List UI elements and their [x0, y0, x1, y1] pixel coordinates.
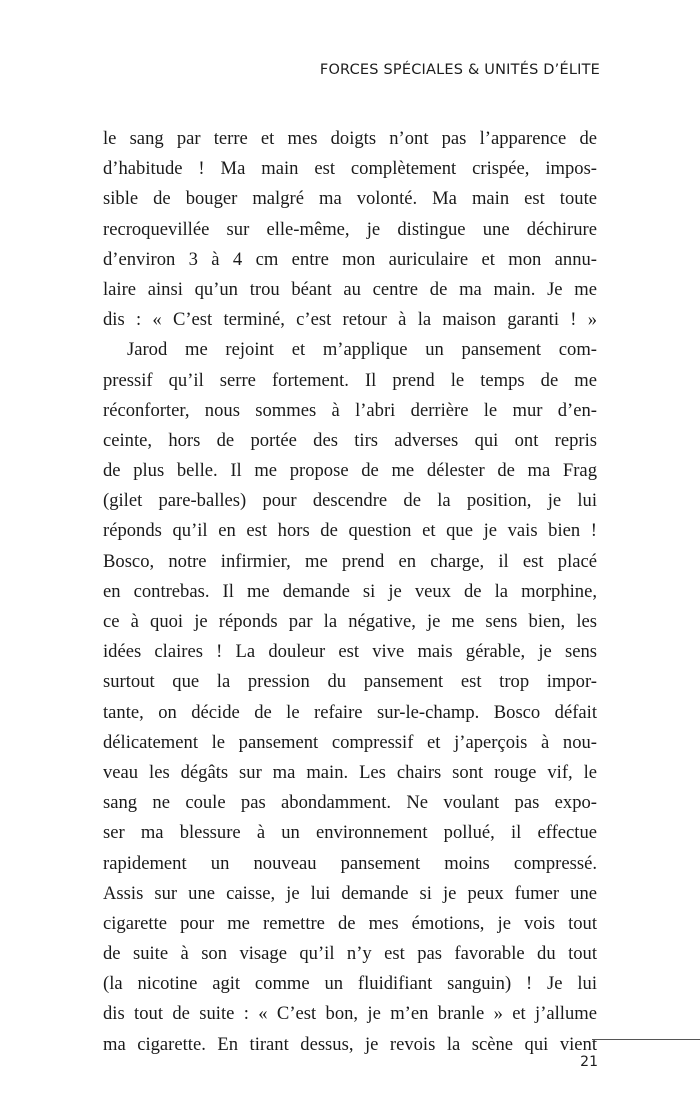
- text-line: laire ainsi qu’un trou béant au centre de ma main. Je me: [103, 278, 597, 300]
- body-text: [103, 124, 597, 1060]
- text-line: sang ne coule pas abondamment. Ne voulant pas expo-: [103, 792, 597, 814]
- text-line: Bosco, notre infirmier, me prend en charge, il est placé: [103, 550, 597, 572]
- page-number: 21: [580, 1054, 598, 1070]
- footer-rule: [592, 1039, 700, 1040]
- text-line: tante, on décide de le refaire sur-le-champ. Bosco défait: [103, 701, 597, 723]
- text-line: cigarette pour me remettre de mes émotions, je vois tout: [103, 912, 597, 934]
- text-line: en contrebas. Il me demande si je veux de la morphine,: [103, 580, 597, 602]
- text-line: surtout que la pression du pansement est trop impor-: [103, 671, 597, 693]
- text-line: ma cigarette. En tirant dessus, je revois la scène qui vient: [103, 1033, 597, 1055]
- text-line: de plus belle. Il me propose de me délester de ma Frag: [103, 460, 597, 482]
- text-line: de suite à son visage qu’il n’y est pas favorable du tout: [103, 943, 597, 965]
- text-line: ceinte, hors de portée des tirs adverses qui ont repris: [103, 429, 597, 451]
- text-line: d’environ 3 à 4 cm entre mon auriculaire et mon annu-: [103, 248, 597, 270]
- text-line: idées claires ! La douleur est vive mais gérable, je sens: [103, 641, 597, 663]
- text-line: délicatement le pansement compressif et j’aperçois à nou-: [103, 731, 597, 753]
- text-line: d’habitude ! Ma main est complètement crispée, impos-: [103, 158, 597, 180]
- text-line: sible de bouger malgré ma volonté. Ma main est toute: [103, 188, 597, 210]
- text-line: pressif qu’il serre fortement. Il prend le temps de me: [103, 369, 597, 391]
- text-line: le sang par terre et mes doigts n’ont pas l’apparence de: [103, 128, 597, 149]
- text-line: recroquevillée sur elle-même, je distingue une déchirure: [103, 218, 597, 240]
- text-line: réconforter, nous sommes à l’abri derrière le mur d’en-: [103, 399, 597, 421]
- text-line: veau les dégâts sur ma main. Les chairs sont rouge vif, le: [103, 761, 597, 783]
- text-line: (la nicotine agit comme un fluidifiant sanguin) ! Je lui: [103, 973, 597, 995]
- text-line: (gilet pare-balles) pour descendre de la position, je lui: [103, 490, 597, 512]
- text-line: dis : « C’est terminé, c’est retour à la maison garanti ! »: [103, 309, 597, 331]
- text-line: rapidement un nouveau pansement moins compressé.: [103, 852, 597, 874]
- text-line: Assis sur une caisse, je lui demande si je peux fumer une: [103, 882, 597, 904]
- text-line: réponds qu’il en est hors de question et que je vais bien !: [103, 520, 597, 542]
- text-line: Jarod me rejoint et m’applique un pansement com-: [127, 339, 597, 361]
- text-line: ce à quoi je réponds par la négative, je me sens bien, les: [103, 611, 597, 632]
- running-header: FORCES SPÉCIALES & UNITÉS D’ÉLITE: [319, 62, 600, 78]
- text-line: dis tout de suite : « C’est bon, je m’en branle » et j’allume: [103, 1003, 597, 1025]
- text-line: ser ma blessure à un environnement pollué, il effectue: [103, 822, 597, 844]
